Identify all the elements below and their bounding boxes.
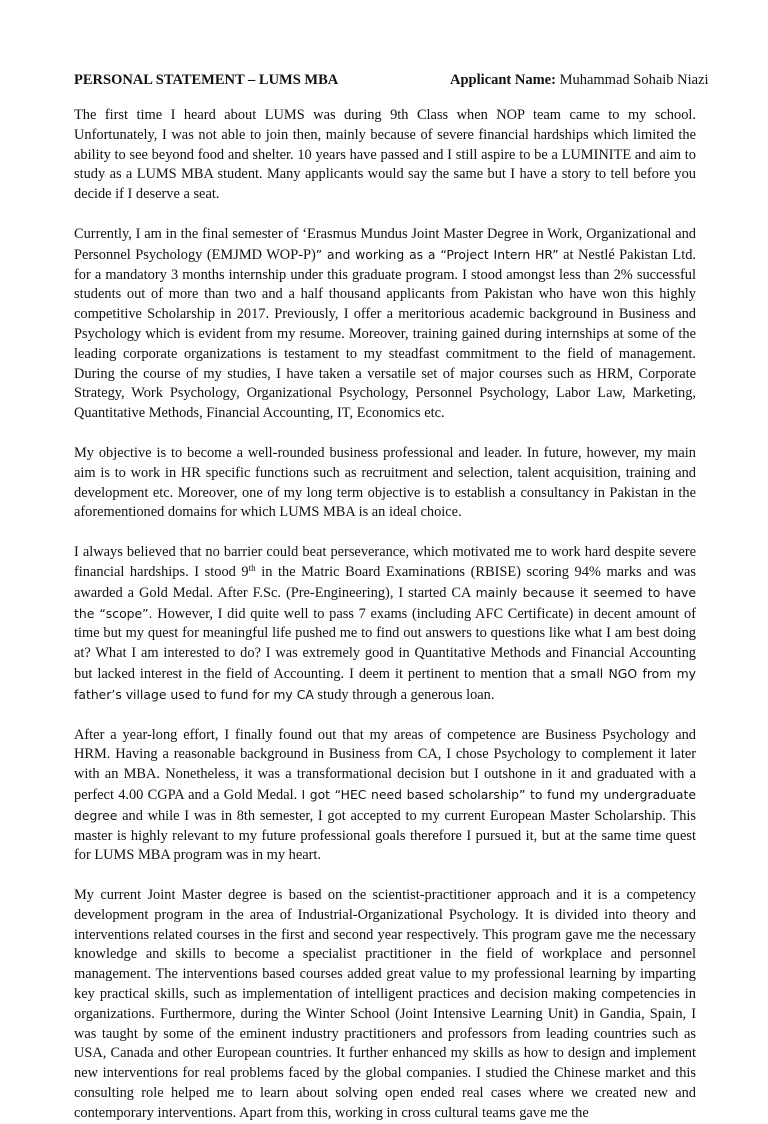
paragraph-current-studies [74, 225, 696, 424]
applicant-label: Applicant Name: [450, 72, 556, 88]
paragraph-perseverance-part-b: in the Matric Board Examinations (RBISE) scoring 94% marks and was awarded a Gold Medal. After F.Sc. (Pre-Engineering), I started CA [74, 563, 696, 601]
paragraph-perseverance-part-f: study through a generous loan. [313, 686, 495, 703]
paragraph-objective [74, 444, 696, 523]
paragraph-joint-master-text: My current Joint Master degree is based on the scientist-practitioner approach and it is a competency development program in the area of Industrial-Organizational Psychology. It is divided into theory and interventions related courses in the first and second year respectively. This program gave me the necessary knowledge and skills to become a specialist practitioner in the field of workplace and personnel management. The interventions based courses added great value to my professional learning by imparting key practical skills, such as implementation of intelligent practices and decision making competencies in organizations. Furthermore, during the Winter School (Joint Intensive Learning Unit) in Gandia, Spain, I was taught by some of the eminent industry practitioners and professors from leading countries such as USA, Canada and other European countries. It further enhanced my skills as how to design and implement new interventions for real problems faced by the global companies. I studied the Chinese market and this consulting role helped me to learn about solving open ended real cases where we created new and contemporary interventions. Apart from this, working in cross cultural teams gave me the [74, 887, 696, 1121]
paragraph-competence-scholarship: I got “HEC need based scholarship” to fund my undergraduate degree [74, 786, 696, 823]
paragraph-intro-text: The first time I heard about LUMS was during 9th Class when NOP team came to my school. Unfortunately, I was not able to join then, mainly because of severe financial hardships which limited the ability to see beyond food and shelter. 10 years have passed and I still aspire to be a LUMINITE and aim to study as a LUMS MBA student. Many applicants would say the same but I have a story to tell before you decide if I deserve a seat. [74, 107, 696, 203]
paragraph-perseverance-scope: mainly because it seemed to have the “scope”. [74, 584, 696, 621]
paragraph-competence-part-a: After a year-long effort, I finally found out that my areas of competence are Business Psychology and HRM. Having a reasonable background in Business from CA, I chose Psychology to complement it later with an MBA. Nonetheless, it was a transformational decision but I outshone in it and graduated with a perfect 4.00 CGPA and a Gold Medal. [74, 726, 696, 803]
paragraph-current-studies-part-a: Currently, I am in the final semester of ‘Erasmus Mundus Joint Master Degree in Work, Organizational and Personnel Psychology (EMJMD WOP-P) [74, 225, 696, 263]
applicant-name: Muhammad Sohaib Niazi [559, 72, 709, 88]
paragraph-perseverance-ngo: small NGO from my father’s village used to fund for my CA [74, 665, 696, 702]
paragraph-perseverance-part-a: I always believed that no barrier could beat perseverance, which motivated me to work hard despite severe financial hardships. I stood 9 [74, 544, 696, 580]
paragraph-intro [74, 106, 696, 205]
applicant-line [450, 70, 709, 90]
paragraph-current-studies-part-c: at Nestlé Pakistan Ltd. for a mandatory 3 months internship under this graduate program. I stood amongst less than 2% successful students out of more than two and a half thousand applicants from Pakistan who have won this highly competitive Scholarship in 2017. Previously, I offer a meritorious academic background in Business and Psychology which is evident from my resume. Moreover, training gained during internships at some of the leading corporate organizations is testament to my steadfast commitment to the field of management. During the course of my studies, I have taken a versatile set of major courses such as HRM, Corporate Strategy, Work Psychology, Organizational Psychology, Personnel Psychology, Labor Law, Marketing, Quantitative Methods, Financial Accounting, IT, Economics etc. [74, 246, 696, 422]
document-header [74, 70, 709, 90]
document-title: PERSONAL STATEMENT – LUMS MBA [74, 72, 339, 88]
document-page [74, 70, 709, 1124]
paragraph-objective-text: My objective is to become a well-rounded business professional and leader. In future, however, my main aim is to work in HR specific functions such as recruitment and selection, talent acquisition, training and development etc. Moreover, one of my long term objective is to establish a consultancy in Pakistan in the aforementioned domains for which LUMS MBA is an ideal choice. [74, 444, 696, 521]
ordinal-superscript: th [248, 562, 256, 573]
paragraph-current-studies-internship: ” and working as a “Project Intern HR” [315, 246, 559, 262]
paragraph-competence [74, 726, 696, 867]
paragraph-perseverance-part-d: However, I did quite well to pass 7 exams (including AFC Certificate) in decent amount of time but my quest for meaningful life pushed me to find out answers to questions like what I am best doing at? What I am interested to do? I was extremely good in Quantitative Methods and Financial Accounting but lacked interest in the field of Accounting. I deem it pertinent to mention that a [74, 605, 696, 682]
paragraph-joint-master [74, 886, 696, 1124]
paragraph-perseverance [74, 543, 696, 705]
paragraph-competence-part-c: and while I was in 8th semester, I got accepted to my current European Master Scholarship. This master is highly relevant to my future professional goals therefore I pursued it, but at the same time quest for LUMS MBA program was in my heart. [74, 807, 696, 864]
